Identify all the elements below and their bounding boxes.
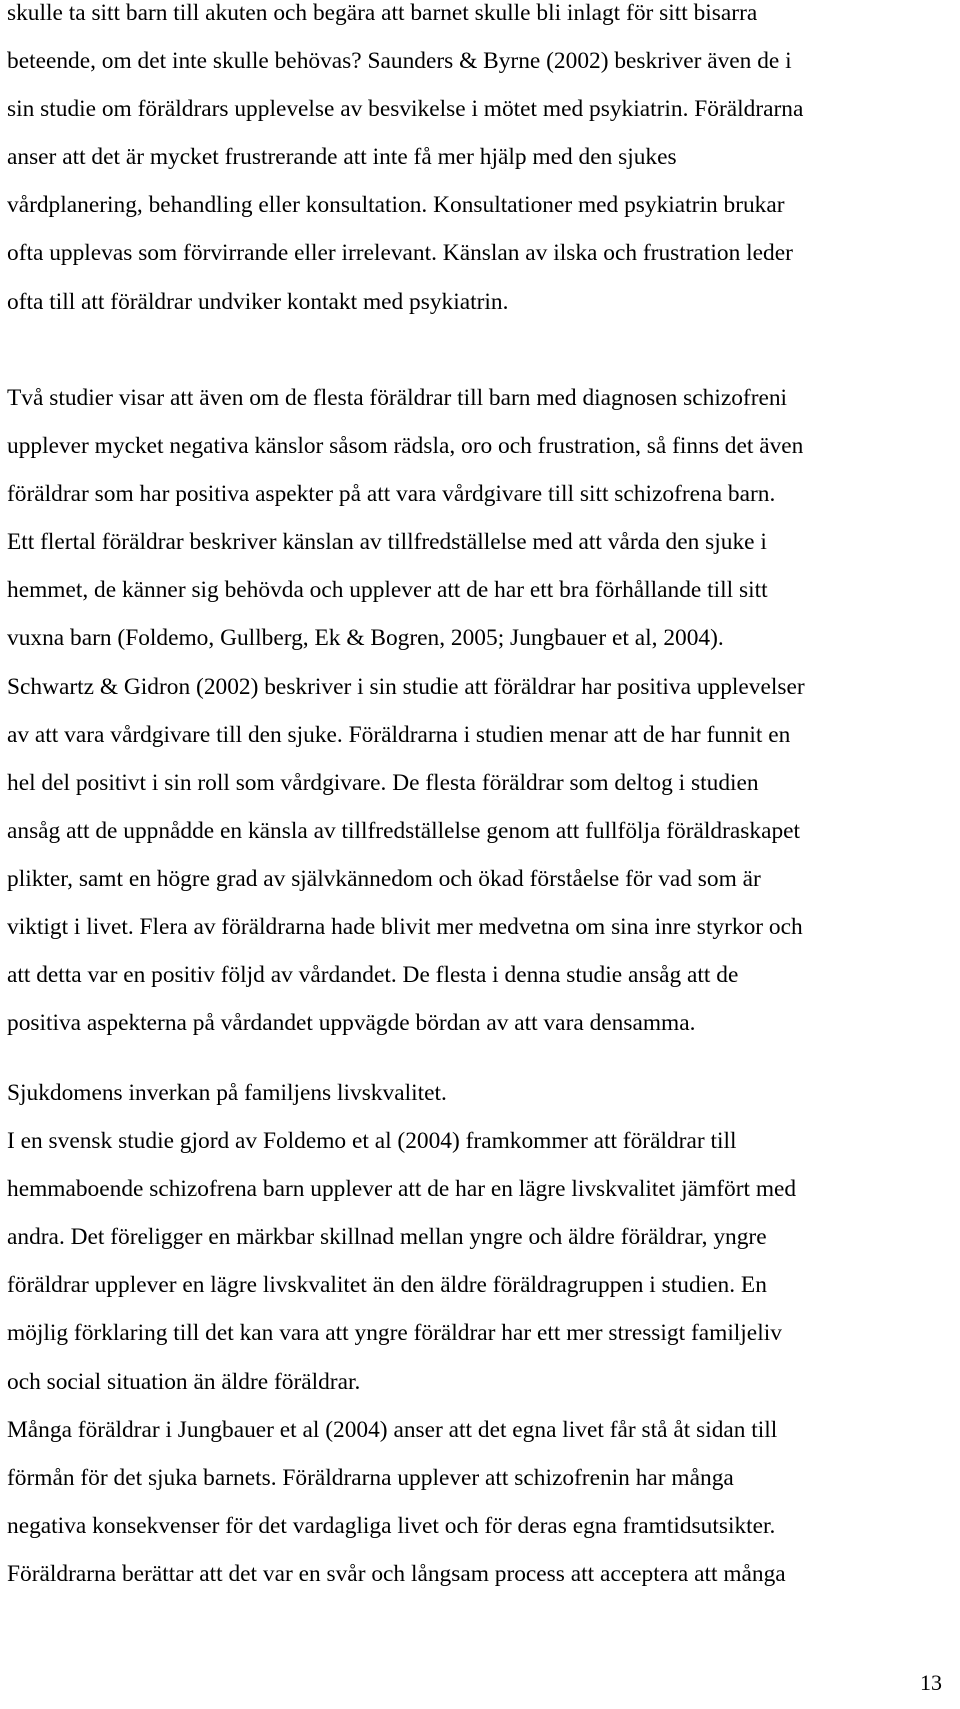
section-heading: Sjukdomens inverkan på familjens livskvalitet. (7, 1080, 447, 1106)
text-line: möjlig förklaring till det kan vara att yngre föräldrar har ett mer stressigt familjeliv (7, 1320, 782, 1347)
text-line: föräldrar som har positiva aspekter på att vara vårdgivare till sitt schizofrena barn. (7, 481, 776, 508)
text-line: ansåg att de uppnådde en känsla av tillfredställelse genom att fullfölja föräldraskapet (7, 817, 801, 844)
text-line: hemmet, de känner sig behövda och upplever att de har ett bra förhållande till sitt (7, 577, 768, 604)
text-line: upplever mycket negativa känslor såsom rädsla, oro och frustration, så finns det även (7, 433, 804, 460)
text-line: negativa konsekvenser för det vardagliga livet och för deras egna framtidsutsikter. (7, 1512, 776, 1539)
text-line: vuxna barn (Foldemo, Gullberg, Ek & Bogren, 2005; Jungbauer et al, 2004). (7, 625, 724, 652)
text-line: beteende, om det inte skulle behövas? Saunders & Byrne (2002) beskriver även de i (7, 48, 792, 75)
text-line: och social situation än äldre föräldrar. (7, 1368, 361, 1395)
paragraph-positive-aspects (7, 374, 947, 1047)
text-line: Många föräldrar i Jungbauer et al (2004) anser att det egna livet får stå åt sidan till (7, 1416, 778, 1443)
text-line: hemmaboende schizofrena barn upplever att de har en lägre livskvalitet jämfört med (7, 1176, 797, 1203)
text-line: hel del positivt i sin roll som vårdgivare. De flesta föräldrar som deltog i studien (7, 769, 759, 796)
text-line: anser att det är mycket frustrerande att inte få mer hjälp med den sjukes (7, 144, 677, 171)
text-line: av att vara vårdgivare till den sjuke. Föräldrarna i studien menar att de har funnit en (7, 721, 791, 748)
text-line: förmån för det sjuka barnets. Föräldrarna upplever att schizofrenin har många (7, 1464, 734, 1491)
text-line: I en svensk studie gjord av Foldemo et al (2004) framkommer att föräldrar till (7, 1128, 737, 1155)
text-line: ofta till att föräldrar undviker kontakt med psykiatrin. (7, 288, 509, 315)
text-line: viktigt i livet. Flera av föräldrarna hade blivit mer medvetna om sina inre styrkor och (7, 914, 803, 941)
text-line: skulle ta sitt barn till akuten och begära att barnet skulle bli inlagt för sitt bisarra (7, 0, 758, 26)
text-line: vårdplanering, behandling eller konsultation. Konsultationer med psykiatrin brukar (7, 192, 785, 219)
section-quality-of-life (7, 1069, 947, 1598)
text-line: Föräldrarna berättar att det var en svår och långsam process att acceptera att många (7, 1560, 786, 1587)
text-line: sin studie om föräldrars upplevelse av besvikelse i mötet med psykiatrin. Föräldrarna (7, 96, 804, 123)
text-line: ofta upplevas som förvirrande eller irrelevant. Känslan av ilska och frustration leder (7, 240, 793, 267)
text-line: föräldrar upplever en lägre livskvalitet än den äldre föräldragruppen i studien. En (7, 1272, 767, 1299)
paragraph-parent-disappointment (7, 0, 947, 326)
text-line: positiva aspekterna på vårdandet uppvägde bördan av att vara densamma. (7, 1010, 696, 1037)
page-number: 13 (920, 1670, 942, 1695)
text-line: plikter, samt en högre grad av självkännedom och ökad förståelse för vad som är (7, 865, 761, 892)
text-line: Schwartz & Gidron (2002) beskriver i sin studie att föräldrar har positiva upplevelser (7, 673, 805, 700)
text-line: att detta var en positiv följd av vårdandet. De flesta i denna studie ansåg att de (7, 962, 739, 989)
text-line: Två studier visar att även om de flesta föräldrar till barn med diagnosen schizofreni (7, 385, 788, 411)
text-line: Ett flertal föräldrar beskriver känslan av tillfredställelse med att vårda den sjuke i (7, 529, 767, 556)
text-line: andra. Det föreligger en märkbar skillnad mellan yngre och äldre föräldrar, yngre (7, 1224, 767, 1251)
